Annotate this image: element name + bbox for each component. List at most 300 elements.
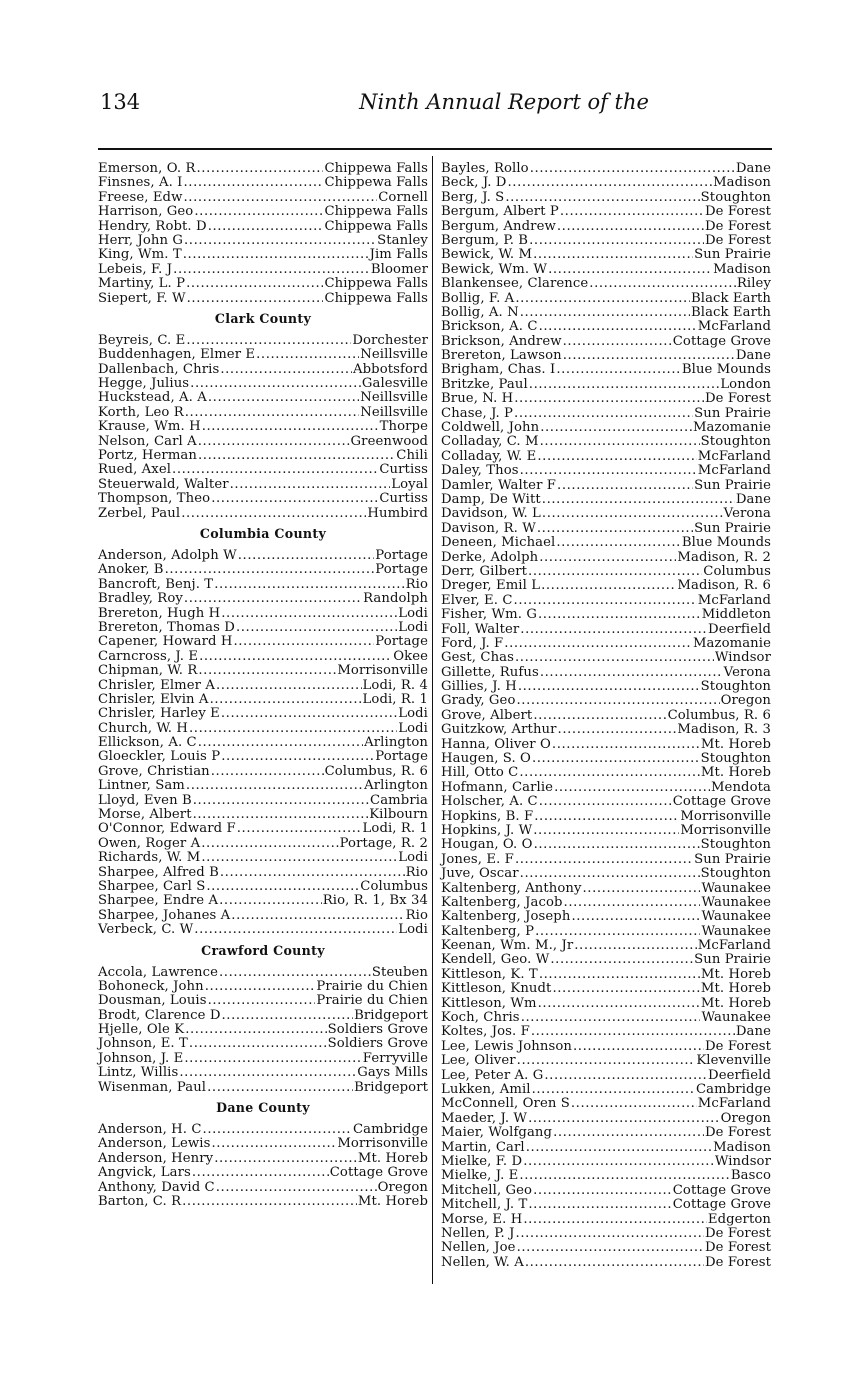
entry-name: Dreger, Emil L [441,578,541,594]
roster-entry [98,263,428,277]
dot-leader [194,923,397,937]
roster-entry [441,306,771,320]
dot-leader [198,664,336,678]
county-heading: Dane County [216,1100,310,1116]
dot-leader [563,349,735,363]
dot-leader [208,994,316,1008]
entry-name: Lintz, Willis [98,1065,179,1081]
dot-leader [184,1052,361,1066]
entry-place: Chippewa Falls [324,276,428,292]
entry-place: Loyal [391,476,428,492]
entry-place: Cottage Grove [329,1165,428,1181]
entry-place: Prairie du Chien [316,978,428,994]
roster-entry [441,392,771,406]
entry-place: Abbotsford [353,361,428,377]
entry-place: Sun Prairie [694,247,771,263]
dot-leader [187,292,324,306]
entry-place: Verona [723,506,771,522]
entry-place: Greenwood [350,433,428,449]
dot-leader [533,824,679,838]
roster-entry [98,1066,428,1080]
entry-place: Neillsville [360,347,428,363]
entry-place: Rio [405,576,428,592]
entry-name: Kaltenberg, P [441,923,535,939]
roster-entry [98,664,428,678]
entry-name: Krause, Wm. H [98,419,201,435]
entry-place: Lodi [398,720,428,736]
dot-leader [189,722,397,736]
dot-leader [519,766,700,780]
roster-entry [441,1126,771,1140]
dot-leader [539,968,700,982]
dot-leader [528,1112,720,1126]
roster-entry [441,1256,771,1270]
roster-entry [98,334,428,348]
entry-name: Lukken, Amil [441,1082,531,1097]
entry-name: Derr, Gilbert [441,563,528,579]
roster-entry [98,563,428,577]
roster-entry [441,810,771,824]
entry-name: Lintner, Sam [98,778,185,794]
entry-name: Hanna, Oliver O [441,736,551,752]
entry-name: Mitchell, J. T [441,1197,528,1213]
dot-leader [525,1256,704,1270]
entry-place: Galesville [361,376,428,392]
entry-place: Black Earth [690,304,771,320]
entry-place: Waunakee [701,923,771,939]
dot-leader [517,1054,696,1068]
dot-leader [515,651,714,665]
entry-place: Mt. Horeb [700,995,771,1011]
entry-name: Maier, Wolfgang [441,1125,553,1141]
entry-place: Bridgeport [354,1079,428,1095]
dot-leader [542,493,735,507]
entry-name: Accola, Lawrence [98,964,218,980]
roster-entry [441,867,771,881]
running-title: Ninth Annual Report of the [359,90,649,114]
roster-entry [441,1011,771,1025]
roster-entry [441,594,771,608]
dot-leader [230,478,391,492]
entry-place: Mt. Horeb [357,1150,428,1166]
entry-name: Carncross, J. E [98,648,199,664]
entry-place: Lodi [398,619,428,635]
entry-place: Waunakee [701,894,771,910]
entry-name: Zerbel, Paul [98,505,181,521]
entry-name: Kendell, Geo. W [441,952,550,968]
entry-name: Sharpee, Alfred B [98,864,219,880]
dot-leader [564,896,701,910]
entry-name: Nellen, Joe [441,1240,516,1256]
entry-name: Colladay, W. E [441,448,537,464]
entry-name: Church, W. H [98,720,188,736]
roster-entry [441,205,771,219]
entry-name: Derke, Adolph [441,549,539,565]
entry-name: Fisher, Wm. G [441,607,537,623]
dot-leader [183,248,369,262]
entry-place: Arlington [364,778,428,794]
entry-name: Beyreis, C. E [98,332,186,348]
entry-name: Anoker, B [98,562,164,578]
roster-entry [441,766,771,780]
dot-leader [205,980,316,994]
entry-name: Anthony, David C [98,1179,215,1195]
roster-entry [441,565,771,579]
roster-entry [441,522,771,536]
roster-entry [441,191,771,205]
roster-entry [98,736,428,750]
entry-place: Mt. Horeb [700,765,771,781]
dot-leader [535,925,700,939]
dot-leader [583,882,701,896]
entry-name: Bergum, Albert P [441,204,559,220]
entry-name: Huckstead, A. A [98,390,207,406]
entry-name: Haugen, S. O [441,751,531,767]
entry-place: Basco [730,1168,771,1184]
dot-leader [221,750,374,764]
entry-place: Lodi [398,605,428,621]
entry-name: Blankensee, Clarence [441,276,589,292]
entry-name: Anderson, Lewis [98,1136,211,1152]
roster-entry [98,779,428,793]
dot-leader [520,623,707,637]
entry-name: Korth, Leo R [98,404,184,420]
entry-name: Berg, J. S [441,189,505,205]
entry-place: McFarland [697,1096,771,1112]
entry-name: King, Wm. T [98,247,182,263]
entry-place: Cornell [378,189,428,205]
entry-place: Chippewa Falls [324,290,428,306]
roster-entry [98,1137,428,1151]
entry-name: Portz, Herman [98,448,197,464]
roster-entry [441,277,771,291]
entry-name: Ellickson, A. C [98,735,197,751]
dot-leader [206,880,359,894]
dot-leader [504,637,692,651]
dot-leader [530,162,735,176]
entry-place: Edgerton [707,1211,771,1227]
entry-place: Oregon [720,1110,771,1126]
dot-leader [208,391,359,405]
entry-place: Curtiss [379,462,428,478]
entry-name: Finsnes, A. I [98,175,183,191]
dot-leader [505,191,699,205]
roster-entry [441,1169,771,1183]
entry-place: De Forest [704,218,771,234]
roster-entry [441,493,771,507]
roster-entry [98,1123,428,1137]
roster-entry [98,420,428,434]
entry-name: Colladay, C. M [441,434,539,450]
entry-name: Davison, R. W [441,520,536,536]
dot-leader [219,894,322,908]
entry-place: Klevenville [696,1053,771,1069]
dot-leader [186,277,323,291]
roster-entry [441,464,771,478]
entry-name: Chrisler, Elvin A [98,691,209,707]
roster-entry [98,549,428,563]
entry-place: Lodi [398,706,428,722]
entry-place: Waunakee [701,909,771,925]
roster-entry [441,723,771,737]
entry-place: Madison, R. 3 [677,722,771,738]
roster-entry [98,1052,428,1066]
roster-entry [98,808,428,822]
dot-leader [532,752,700,766]
roster-entry [441,450,771,464]
roster-entry [98,492,428,506]
entry-name: Kaltenberg, Joseph [441,909,571,925]
roster-entry [441,882,771,896]
roster-entry [441,694,771,708]
roster-entry [441,479,771,493]
entry-place: McFarland [697,938,771,954]
entry-name: Hopkins, J. W [441,822,533,838]
dot-leader [532,1083,695,1097]
entry-name: Hill, Otto C [441,765,519,781]
dot-leader [550,953,693,967]
entry-name: Bradley, Roy [98,591,183,607]
roster-entry [441,838,771,852]
roster-entry [441,738,771,752]
roster-entry [441,1112,771,1126]
dot-leader [537,450,696,464]
entry-name: Hegge, Julius [98,376,190,392]
entry-name: Davidson, W. L [441,506,541,522]
entry-place: De Forest [704,1125,771,1141]
roster-entry [441,939,771,953]
entry-place: Deerfield [708,1067,771,1083]
roster-entry [98,592,428,606]
entry-name: Hjelle, Ole K [98,1022,185,1038]
entry-place: Lodi, R. 4 [362,677,428,693]
roster-entry [98,750,428,764]
entry-place: Sun Prairie [694,520,771,536]
roster-entry [441,1083,771,1097]
dot-leader [210,693,362,707]
entry-name: Deneen, Michael [441,535,556,551]
dot-leader [184,234,376,248]
entry-name: Emerson, O. R [98,161,196,176]
roster-entry [441,292,771,306]
entry-place: Thorpe [379,419,428,435]
entry-place: Prairie du Chien [316,993,428,1009]
entry-place: Dane [735,348,771,364]
entry-place: Cambria [370,792,428,808]
dot-leader [517,694,720,708]
entry-name: Bancroft, Benj. T [98,576,214,592]
dot-leader [538,608,701,622]
dot-leader [548,263,712,277]
entry-name: Mielke, F. D [441,1153,523,1169]
roster-entry [98,693,428,707]
roster-entry [98,980,428,994]
dot-leader [515,853,693,867]
dot-leader [556,536,681,550]
county-heading: Columbia County [199,525,327,541]
roster-entry [441,1213,771,1227]
entry-name: Anderson, Adolph W [98,547,237,563]
dot-leader [238,549,375,563]
roster-entry [441,982,771,996]
roster-entry [98,507,428,521]
entry-place: Rio, R. 1, Bx 34 [322,893,428,909]
roster-entry [441,752,771,766]
dot-leader [574,939,697,953]
entry-name: Foll, Walter [441,621,520,637]
entry-place: Soldiers Grove [327,1036,428,1052]
entry-place: McFarland [697,592,771,608]
entry-name: Angvick, Lars [98,1165,191,1181]
dot-leader [529,234,704,248]
roster-entry [441,263,771,277]
roster-entry [441,378,771,392]
roster-entry [98,1166,428,1180]
entry-name: Hofmann, Carlie [441,779,554,795]
roster-entry [441,608,771,622]
entry-place: Bridgeport [354,1007,428,1023]
entry-place: Portage [375,634,428,650]
dot-leader [538,997,700,1011]
entry-place: Windsor [714,1153,771,1169]
entry-name: Jones, E. F [441,851,514,867]
entry-place: Stanley [377,232,428,248]
entry-name: Mitchell, Geo [441,1182,533,1198]
entry-name: Brickson, Andrew [441,333,562,349]
dot-leader [589,277,736,291]
entry-place: Rio [405,907,428,923]
left-column [98,162,428,1209]
dot-leader [203,1123,352,1137]
roster-entry [441,579,771,593]
dot-leader [184,176,324,190]
dot-leader [520,464,697,478]
entry-name: Kittleson, Knudt [441,981,552,997]
entry-place: Gays Mills [357,1065,428,1081]
roster-entry [441,1155,771,1169]
roster-entry [98,463,428,477]
roster-entry [98,248,428,262]
entry-place: Neillsville [360,390,428,406]
dot-leader [212,1137,337,1151]
entry-place: Stoughton [700,189,771,205]
entry-name: Bergum, P. B [441,232,529,248]
roster-entry [441,507,771,521]
entry-place: Portage [375,562,428,578]
roster-entry [441,421,771,435]
entry-place: Rio [405,864,428,880]
entry-place: Columbus [703,563,771,579]
entry-place: De Forest [704,1038,771,1054]
entry-name: Juve, Oscar [441,866,519,882]
entry-place: Soldiers Grove [327,1022,428,1038]
entry-place: Mt. Horeb [700,966,771,982]
roster-entry [98,650,428,664]
dot-leader [185,406,359,420]
dot-leader [173,263,370,277]
roster-entry [98,1152,428,1166]
column-divider [432,156,433,1284]
entry-place: Morrisonville [680,808,771,824]
dot-leader [517,1241,704,1255]
entry-name: Coldwell, John [441,420,540,436]
entry-name: Mielke, J. E [441,1168,519,1184]
entry-place: Mazomanie [692,635,771,651]
dot-leader [185,1023,326,1037]
dot-leader [537,522,693,536]
roster-entry [98,866,428,880]
roster-entry [98,851,428,865]
dot-leader [236,621,397,635]
dot-leader [221,607,397,621]
dot-leader [534,810,679,824]
entry-name: Owen, Roger A [98,835,201,851]
roster-entry [441,1241,771,1255]
roster-entry [98,191,428,205]
entry-place: Chippewa Falls [324,175,428,191]
entry-name: Nellen, P. J [441,1225,515,1241]
entry-name: Barton, C. R [98,1194,182,1209]
roster-entry [98,1037,428,1051]
entry-place: Morrisonville [680,822,771,838]
county-heading: Clark County [214,310,312,326]
dot-leader [533,709,666,723]
roster-entry [98,822,428,836]
entry-name: Bohoneck, John [98,978,204,994]
dot-leader [563,335,672,349]
roster-entry [441,349,771,363]
roster-entry [98,176,428,190]
dot-leader [523,1213,707,1227]
entry-place: Waunakee [701,1010,771,1026]
roster-entry [441,968,771,982]
roster-entry [441,536,771,550]
dot-leader [182,1195,357,1209]
entry-place: Cottage Grove [672,1197,771,1213]
dot-leader [201,851,397,865]
entry-name: Maeder, J. W [441,1110,528,1126]
entry-place: Curtiss [379,491,428,507]
entry-place: Madison, R. 6 [677,578,771,594]
dot-leader [571,910,700,924]
entry-name: Harrison, Geo [98,204,194,220]
entry-name: Chipman, W. R [98,663,198,679]
entry-place: Verona [723,664,771,680]
dot-leader [237,822,362,836]
entry-place: Chili [396,448,428,464]
roster-entry [98,837,428,851]
entry-name: Daley, Thos [441,463,519,479]
entry-name: Brue, N. H [441,391,514,407]
dot-leader [193,808,369,822]
entry-place: Stoughton [700,866,771,882]
roster-entry [441,680,771,694]
entry-place: Oregon [720,693,771,709]
entry-name: Chase, J. P [441,405,514,421]
dot-leader [208,220,324,234]
dot-leader [233,635,374,649]
header-rule [98,148,772,150]
dot-leader [540,421,692,435]
dot-leader [534,838,700,852]
dot-leader [571,1097,697,1111]
roster-entry [441,953,771,967]
roster-entry [441,666,771,680]
entry-name: Lee, Lewis Johnson [441,1038,572,1054]
entry-name: Sharpee, Carl S [98,878,206,894]
entry-place: Mendota [710,779,771,795]
entry-name: Bollig, F. A [441,290,515,306]
